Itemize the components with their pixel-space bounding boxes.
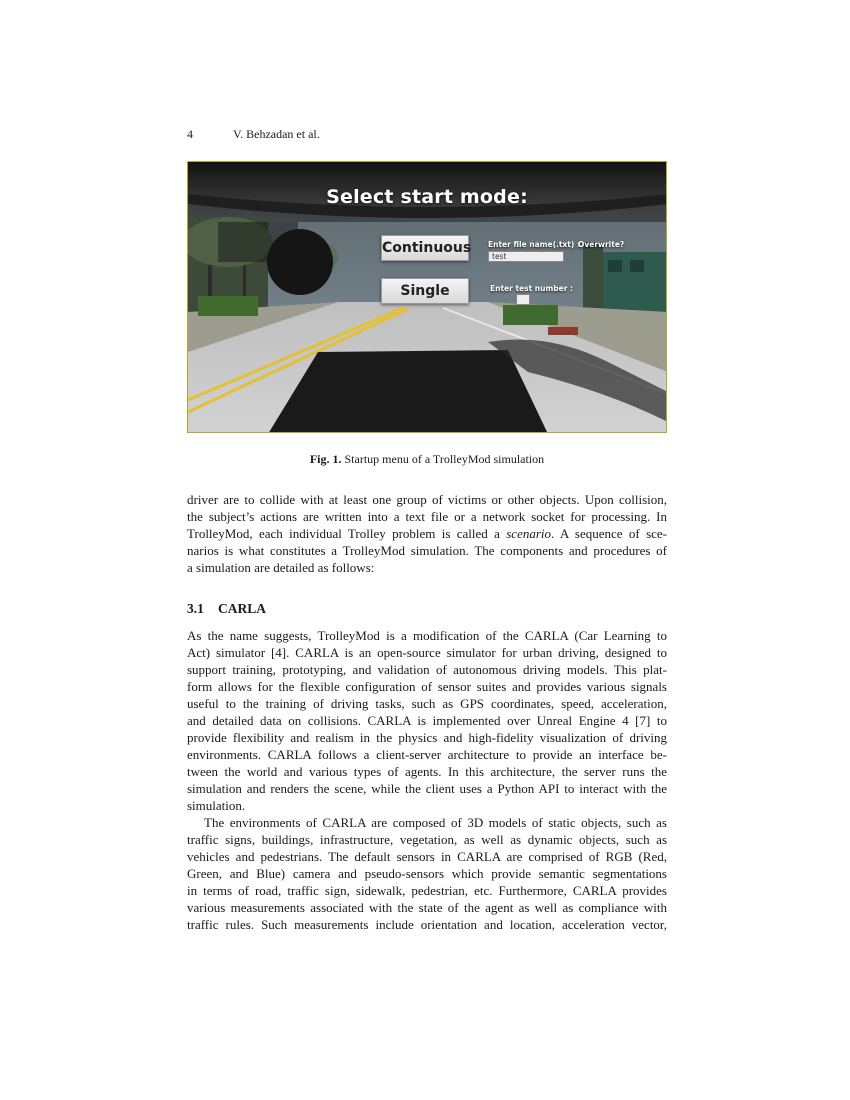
figure-caption bbox=[187, 452, 667, 467]
paragraph-line: in terms of road, traffic sign, sidewalk, pedestrian, etc. Furthermore, CARLA provides bbox=[187, 883, 667, 898]
file-name-label: Enter file name(.txt) : bbox=[488, 240, 580, 249]
paragraph-line: traffic signs, buildings, infrastructure, vegetation, as well as dynamic objects, such as bbox=[187, 832, 667, 847]
section-title: CARLA bbox=[218, 601, 267, 616]
paragraph-line: Green, and Blue) camera and pseudo-sensors which provide semantic segmentations bbox=[187, 866, 667, 881]
running-head-authors: V. Behzadan et al. bbox=[233, 127, 320, 141]
paragraph-environments bbox=[187, 814, 667, 933]
paragraph-line: useful to the training of driving tasks, such as GPS coordinates, speed, acceleration, bbox=[187, 696, 667, 711]
caption-text: Startup menu of a TrolleyMod simulation bbox=[344, 452, 545, 466]
paragraph-intro bbox=[187, 491, 667, 576]
paragraph-line: narios is what constitutes a TrolleyMod simulation. The components and procedures of bbox=[187, 543, 667, 558]
paragraph-line: various measurements associated with the state of the agent as well as compliance with bbox=[187, 900, 667, 915]
caption-label: Fig. 1. bbox=[309, 452, 342, 466]
paragraph-line: traffic rules. Such measurements include orientation and location, acceleration vector, bbox=[187, 917, 667, 932]
page-number: 4 bbox=[187, 127, 193, 141]
start-mode-title: Select start mode: bbox=[326, 186, 528, 208]
paragraph-line: provide flexibility and realism in the physics and high-fidelity visualization of driving bbox=[187, 730, 667, 745]
paragraph-line-end: . A sequence of sce- bbox=[551, 526, 667, 541]
paragraph-line: The environments of CARLA are composed of 3D models of static objects, such as bbox=[204, 815, 667, 830]
single-button[interactable]: Single bbox=[381, 278, 469, 304]
paragraph-line: tween the world and various types of agents. In this architecture, the server runs the bbox=[187, 764, 667, 779]
paragraph-line: and detailed data on collisions. CARLA is implemented over Unreal Engine 4 [7] to bbox=[187, 713, 667, 728]
continuous-button[interactable]: Continuous bbox=[381, 235, 469, 261]
paragraph-line bbox=[187, 525, 667, 542]
paragraph-line: simulation and renders the scene, while the client uses a Python API to interact with the bbox=[187, 781, 667, 796]
paragraph-line-start: TrolleyMod, each individual Trolley problem is called a bbox=[187, 526, 500, 541]
paragraph-carla bbox=[187, 627, 667, 814]
paragraph-line: simulation. bbox=[187, 798, 246, 813]
paragraph-line: a simulation are detailed as follows: bbox=[187, 560, 375, 575]
start-mode-menu bbox=[188, 162, 666, 432]
paragraph-line: Act) simulator [4]. CARLA is an open-source simulator for urban driving, designed to bbox=[187, 645, 667, 660]
paragraph-line: the subject’s actions are written into a text file or a network socket for processing. In bbox=[187, 509, 667, 524]
test-number-label: Enter test number : bbox=[490, 284, 574, 293]
overwrite-label: Overwrite? bbox=[578, 240, 625, 249]
paragraph-line: form allows for the flexible configuration of sensor suites and provides various signals bbox=[187, 679, 667, 694]
figure-1 bbox=[187, 161, 667, 433]
section-number: 3.1 bbox=[187, 601, 204, 616]
paragraph-line: support training, prototyping, and validation of autonomous driving models. This plat- bbox=[187, 662, 667, 677]
section-heading bbox=[187, 601, 266, 617]
scenario-term: scenario bbox=[506, 526, 552, 541]
paragraph-line: vehicles and pedestrians. The default sensors in CARLA are comprised of RGB (Red, bbox=[187, 849, 667, 864]
test-number-input[interactable] bbox=[516, 294, 530, 305]
paragraph-line: driver are to collide with at least one group of victims or other objects. Upon collision, bbox=[187, 492, 667, 507]
file-name-input[interactable]: test bbox=[488, 251, 564, 262]
paragraph-line: environments. CARLA follows a client-server architecture to provide an interface be- bbox=[187, 747, 667, 762]
paragraph-line: As the name suggests, TrolleyMod is a modification of the CARLA (Car Learning to bbox=[187, 628, 667, 643]
